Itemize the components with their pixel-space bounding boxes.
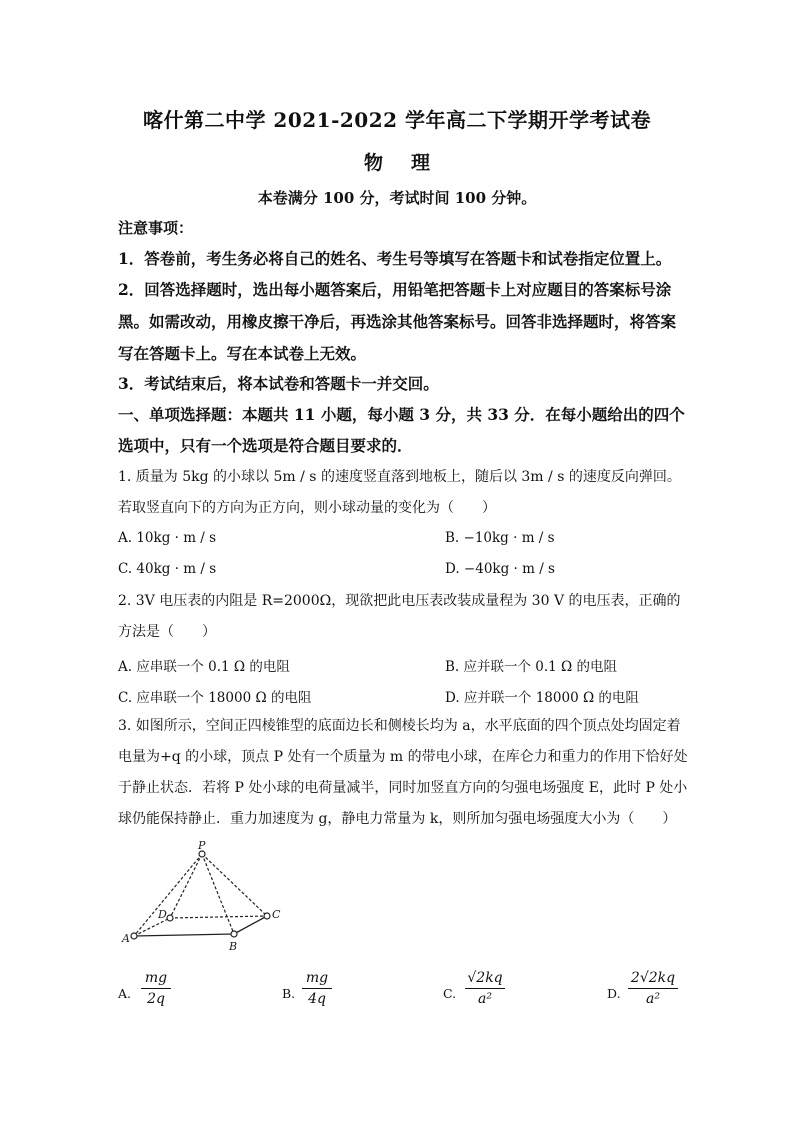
q3-option-b-letter: B. bbox=[282, 986, 296, 1001]
question-1-stem: 1. 质量为 5kg 的小球以 5m / s 的速度竖直落到地板上，随后以 3m / s 的速度反向弹回。若取竖直向下的方向为正方向，则小球动量的变化为（ ） bbox=[118, 469, 681, 516]
label-d: D bbox=[158, 908, 167, 921]
label-a: A bbox=[122, 932, 130, 945]
notice-item-1: 1．答卷前，考生务必将自己的姓名、考生号等填写在答题卡和试卷指定位置上。 bbox=[118, 249, 672, 268]
ball-a bbox=[131, 933, 137, 939]
section-heading: 一、单项选择题：本题共 11 小题，每小题 3 分，共 33 分．在每小题给出的四个选项中，只有一个选项是符合题目要求的． bbox=[118, 405, 685, 455]
q2-option-a: A. 应串联一个 0.1 Ω 的电阻 bbox=[118, 659, 290, 675]
q3-a-denominator: 2q bbox=[147, 991, 165, 1007]
q3-option-c-fraction bbox=[465, 970, 505, 1007]
q3-c-denominator: a² bbox=[478, 991, 492, 1007]
base-edge-dc bbox=[170, 916, 267, 918]
notice-item-3: 3．考试结束后，将本试卷和答题卡一并交回。 bbox=[118, 374, 439, 393]
q3-option-d-letter: D. bbox=[607, 986, 621, 1001]
label-b: B bbox=[229, 940, 238, 953]
q3-option-b-fraction bbox=[302, 970, 332, 1007]
q3-option-c-letter: C. bbox=[443, 986, 457, 1001]
question-3-stem: 3. 如图所示，空间正四棱锥型的底面边长和侧棱长均为 a，水平底面的四个顶点处均固定着电量为+q 的小球，顶点 P 处有一个质量为 m 的带电小球，在库仑力和重力的作用下恰好处于静止状态．若将 P 处小球的电荷量减半，同时加竖直方向的匀强电场强度 E，此时 P 处小球仍能保持静止．重力加速度为 g，静电力常量为 k，则所加匀强电场强度大小为（ ） bbox=[118, 718, 688, 827]
q2-option-d: D. 应并联一个 18000 Ω 的电阻 bbox=[445, 690, 639, 706]
q1-option-a: A. 10kg · m / s bbox=[118, 530, 217, 546]
question-2-stem: 2. 3V 电压表的内阻是 R=2000Ω，现欲把此电压表改装成量程为 30 V 的电压表，正确的方法是（ ） bbox=[118, 593, 681, 640]
edge-pc bbox=[202, 854, 267, 916]
q3-d-numerator: 2√2kq bbox=[628, 970, 678, 989]
base-edge-ab bbox=[134, 934, 234, 936]
q3-option-d-fraction bbox=[628, 970, 678, 1007]
subject-char-2: 理 bbox=[411, 152, 431, 174]
ball-b bbox=[231, 931, 237, 937]
q1-option-d: D. −40kg · m / s bbox=[445, 561, 555, 577]
q3-option-a-fraction bbox=[141, 970, 171, 1007]
pyramid-figure bbox=[112, 838, 292, 956]
ball-c bbox=[264, 913, 270, 919]
q3-a-numerator: mg bbox=[141, 970, 171, 989]
exam-info: 本卷满分 100 分，考试时间 100 分钟。 bbox=[257, 189, 537, 207]
q1-option-c: C. 40kg · m / s bbox=[118, 561, 217, 577]
edge-pa bbox=[134, 854, 202, 936]
label-c: C bbox=[272, 908, 281, 921]
subject-char-1: 物 bbox=[363, 152, 383, 174]
q3-d-denominator: a² bbox=[646, 991, 660, 1007]
base-edge-bc bbox=[234, 916, 267, 934]
edge-pb bbox=[202, 854, 234, 934]
q3-option-a-letter: A. bbox=[118, 986, 132, 1001]
q3-b-denominator: 4q bbox=[308, 991, 326, 1007]
q3-c-numerator: √2kq bbox=[465, 970, 505, 989]
q1-option-b: B. −10kg · m / s bbox=[445, 530, 555, 546]
notice-title: 注意事项： bbox=[118, 219, 194, 237]
ball-d bbox=[167, 915, 173, 921]
label-p: P bbox=[198, 839, 206, 852]
subject-heading bbox=[0, 148, 794, 175]
q2-option-b: B. 应并联一个 0.1 Ω 的电阻 bbox=[445, 659, 618, 675]
q3-b-numerator: mg bbox=[302, 970, 332, 989]
exam-title: 喀什第二中学 2021-2022 学年高二下学期开学考试卷 bbox=[142, 108, 652, 132]
notice-item-2: 2．回答选择题时，选出每小题答案后，用铅笔把答题卡上对应题目的答案标号涂黑。如需改动，用橡皮擦干净后，再选涂其他答案标号。回答非选择题时，将答案写在答题卡上。写在本试卷上无效。 bbox=[118, 280, 677, 363]
q2-option-c: C. 应串联一个 18000 Ω 的电阻 bbox=[118, 690, 312, 706]
